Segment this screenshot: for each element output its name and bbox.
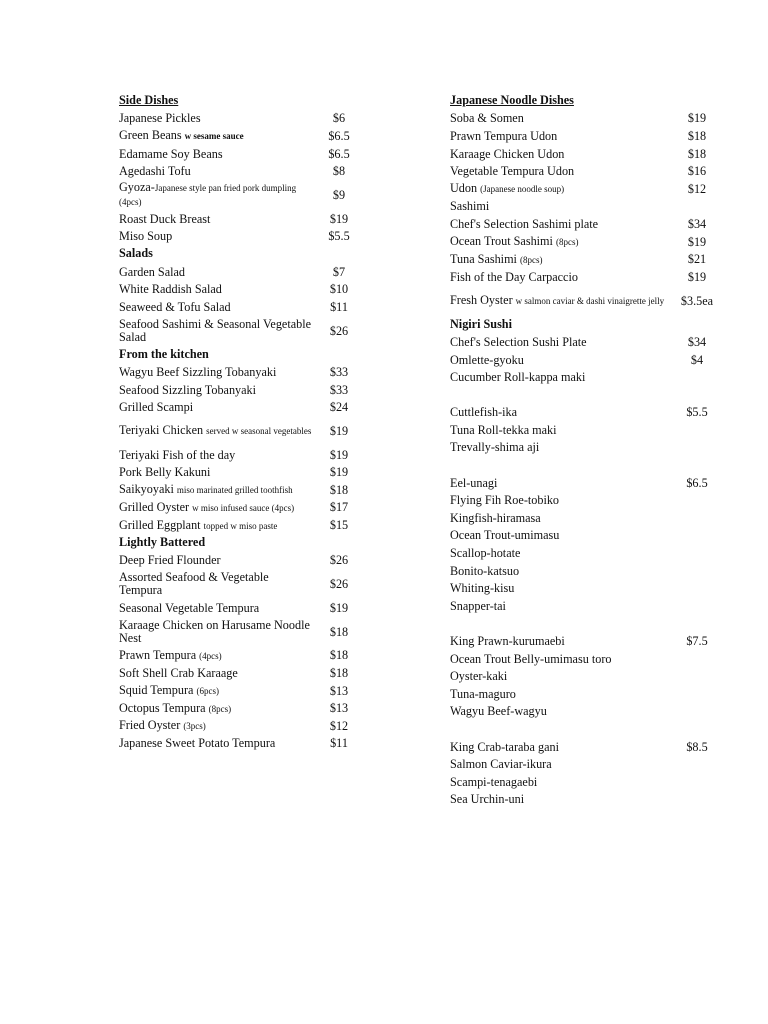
left-column — [119, 92, 364, 752]
menu-item-name: Fish of the Day Carpaccio — [450, 269, 578, 284]
menu-item-name-wrap — [450, 687, 668, 701]
menu-item-fresh-oyster — [450, 286, 726, 316]
menu-item-kingfish-hiramasa — [450, 509, 726, 527]
menu-item-note: Japanese style pan fried pork dumpling (4pcs) — [119, 182, 297, 207]
menu-item-note: w sesame sauce — [184, 131, 244, 142]
menu-item-price: $3.5ea — [680, 293, 714, 308]
menu-item-name: Flying Fih Roe-tobiko — [450, 493, 560, 508]
menu-item-green-beans — [119, 127, 364, 145]
menu-item-price: $11 — [330, 736, 348, 751]
menu-item-name-wrap — [450, 440, 668, 454]
menu-item-name-wrap — [119, 265, 314, 279]
menu-item-name: Japanese Sweet Potato Tempura — [119, 736, 276, 751]
menu-item-name: Seaweed & Tofu Salad — [119, 299, 231, 314]
menu-item-karaage-chicken-on-harusame-noodle-nest — [119, 617, 364, 647]
menu-item-price: $5.5 — [686, 405, 708, 420]
menu-item-price: $18 — [329, 624, 349, 639]
section-heading-lightly-battered — [119, 534, 364, 552]
menu-item-name-wrap — [119, 448, 314, 462]
menu-item-price: $6.5 — [328, 146, 350, 161]
menu-item-name-wrap — [450, 370, 668, 384]
menu-item-name-wrap — [450, 129, 668, 143]
menu-item-seafood-sizzling-tobanyaki — [119, 381, 364, 399]
menu-item-name: Octopus Tempura — [119, 700, 209, 715]
menu-item-fried-oyster — [119, 717, 364, 735]
menu-item-name-wrap — [450, 740, 668, 754]
menu-item-name-wrap — [450, 581, 668, 595]
menu-item-name-wrap — [450, 704, 668, 718]
menu-item-ocean-trout-sashimi — [450, 233, 726, 251]
menu-item-name-wrap — [119, 683, 314, 698]
menu-item-note: (8pcs) — [555, 237, 579, 248]
menu-item-name-wrap — [450, 181, 668, 196]
menu-item-price: $12 — [687, 181, 707, 196]
menu-item-name: Bonito-katsuo — [450, 563, 520, 578]
menu-item-name: Tuna Sashimi — [450, 251, 520, 266]
menu-item-edamame-soy-beans — [119, 145, 364, 163]
menu-item-grilled-scampi — [119, 398, 364, 416]
menu-item-note: served w seasonal vegetables — [206, 425, 312, 436]
section-heading-japanese-noodle-dishes — [450, 92, 726, 110]
menu-item-name: Seasonal Vegetable Tempura — [119, 600, 260, 615]
menu-item-tuna-sashimi — [450, 250, 726, 268]
menu-item-name: Karaage Chicken on Harusame Noodle Nest — [119, 617, 310, 645]
menu-item-name-wrap — [450, 493, 668, 507]
menu-item-scampi-tenagaebi — [450, 773, 726, 791]
menu-item-teriyaki-chicken — [119, 416, 364, 446]
menu-item-ocean-trout-belly-umimasu-toro — [450, 650, 726, 668]
menu-item-name: Squid Tempura — [119, 683, 197, 698]
menu-item-price: $11 — [330, 299, 348, 314]
menu-item-name-wrap — [119, 601, 314, 615]
menu-item-whiting-kisu — [450, 579, 726, 597]
menu-item-name: Soba & Somen — [450, 111, 524, 126]
menu-item-name-wrap — [119, 128, 314, 143]
menu-item-name-wrap — [450, 599, 668, 613]
menu-item-name-wrap — [450, 423, 668, 437]
section-heading-label: Nigiri Sushi — [450, 316, 512, 331]
menu-item-chef-s-selection-sushi-plate — [450, 333, 726, 351]
section-spacer — [450, 615, 726, 633]
menu-item-scallop-hotate — [450, 544, 726, 562]
menu-item-name: Seafood Sashimi & Seasonal Vegetable Salad — [119, 316, 312, 344]
menu-item-name: Assorted Seafood & Vegetable Tempura — [119, 570, 269, 598]
menu-item-name: Agedashi Tofu — [119, 164, 191, 179]
menu-item-price: $19 — [329, 423, 349, 438]
menu-item-name-wrap — [450, 775, 668, 789]
menu-item-name-wrap — [119, 701, 314, 716]
menu-item-price: $18 — [329, 666, 349, 681]
menu-item-name-wrap — [450, 147, 668, 161]
menu-item-price: $8.5 — [686, 739, 708, 754]
menu-item-name: Wagyu Beef Sizzling Tobanyaki — [119, 364, 277, 379]
menu-item-price: $19 — [329, 211, 349, 226]
menu-item-name-wrap — [119, 164, 314, 178]
menu-item-grilled-oyster — [119, 499, 364, 517]
menu-item-prawn-tempura-udon — [450, 127, 726, 145]
menu-item-price: $34 — [687, 334, 707, 349]
menu-item-sea-urchin-uni — [450, 791, 726, 809]
section-heading-side-dishes — [119, 92, 364, 110]
menu-item-price: $33 — [329, 364, 349, 379]
menu-item-name-wrap — [450, 335, 668, 349]
menu-item-price: $26 — [329, 553, 349, 568]
menu-item-name: Tuna Roll-tekka maki — [450, 422, 557, 437]
menu-item-name-wrap — [450, 217, 668, 231]
menu-item-note: w miso infused sauce (4pcs) — [192, 502, 295, 513]
menu-item-price: $18 — [329, 482, 349, 497]
menu-item-note: topped w miso paste — [203, 520, 278, 531]
menu-item-name-wrap — [450, 476, 668, 490]
menu-item-price: $7.5 — [686, 634, 708, 649]
menu-item-fish-of-the-day-carpaccio — [450, 268, 726, 286]
menu-item-price: $24 — [329, 400, 349, 415]
menu-item-name: Japanese Pickles — [119, 111, 201, 126]
menu-item-name-wrap — [119, 300, 314, 314]
menu-item-name: Prawn Tempura Udon — [450, 128, 558, 143]
menu-item-name: King Prawn-kurumaebi — [450, 634, 565, 649]
menu-item-name-wrap — [450, 294, 668, 308]
menu-item-omlette-gyoku — [450, 351, 726, 369]
menu-item-trevally-shima-aji — [450, 439, 726, 457]
section-heading-from-the-kitchen — [119, 346, 364, 364]
menu-item-name: Kingfish-hiramasa — [450, 510, 541, 525]
menu-item-seasonal-vegetable-tempura — [119, 599, 364, 617]
menu-item-note: (3pcs) — [183, 721, 206, 732]
menu-item-salmon-caviar-ikura — [450, 755, 726, 773]
menu-item-name-wrap — [119, 571, 314, 597]
section-heading-salads — [119, 245, 364, 263]
menu-item-price: $26 — [329, 323, 349, 338]
menu-item-name: Wagyu Beef-wagyu — [450, 704, 547, 719]
menu-item-note: (6pcs) — [196, 686, 219, 697]
menu-item-name: Karaage Chicken Udon — [450, 146, 565, 161]
menu-item-name: Eel-unagi — [450, 475, 498, 490]
menu-item-name: Saikyoyaki — [119, 482, 177, 497]
menu-item-name-wrap — [450, 252, 668, 267]
menu-item-name-wrap — [119, 400, 314, 414]
menu-item-name: Roast Duck Breast — [119, 211, 211, 226]
menu-item-price: $33 — [329, 382, 349, 397]
menu-item-price: $19 — [329, 600, 349, 615]
menu-item-udon — [450, 180, 726, 198]
menu-item-agedashi-tofu — [119, 162, 364, 180]
menu-item-name: Scampi-tenagaebi — [450, 774, 538, 789]
menu-item-name: Ocean Trout Belly-umimasu toro — [450, 651, 612, 666]
menu-item-name-wrap — [119, 718, 314, 733]
menu-item-name-wrap — [119, 553, 314, 567]
menu-item-price: $12 — [329, 718, 349, 733]
menu-item-name-wrap — [450, 669, 668, 683]
menu-item-name-wrap — [450, 652, 668, 666]
menu-item-name-wrap — [119, 111, 314, 125]
menu-item-note: w salmon caviar & dashi vinaigrette jelly — [515, 295, 665, 306]
right-column — [450, 92, 726, 808]
menu-item-name: Chef's Selection Sushi Plate — [450, 334, 587, 349]
menu-item-price: $9 — [332, 187, 346, 202]
menu-item-sashimi — [450, 198, 726, 216]
menu-item-name: White Raddish Salad — [119, 282, 222, 297]
menu-item-name: Salmon Caviar-ikura — [450, 757, 552, 772]
menu-item-white-raddish-salad — [119, 280, 364, 298]
menu-item-price: $18 — [687, 146, 707, 161]
menu-item-price: $10 — [329, 282, 349, 297]
menu-item-name: Grilled Eggplant — [119, 517, 204, 532]
menu-item-grilled-eggplant — [119, 516, 364, 534]
menu-item-name-wrap — [450, 199, 668, 213]
menu-item-price: $15 — [329, 518, 349, 533]
menu-item-name: Soft Shell Crab Karaage — [119, 666, 238, 681]
menu-item-name: Fried Oyster — [119, 718, 184, 733]
menu-item-name: Garden Salad — [119, 264, 185, 279]
menu-item-garden-salad — [119, 263, 364, 281]
menu-item-name: Oyster-kaki — [450, 669, 508, 684]
menu-item-price: $21 — [687, 252, 707, 267]
menu-item-price: $19 — [329, 447, 349, 462]
menu-item-wagyu-beef-sizzling-tobanyaki — [119, 363, 364, 381]
section-heading-label: From the kitchen — [119, 346, 209, 361]
menu-item-name-wrap — [450, 757, 668, 771]
menu-item-name-wrap — [119, 518, 314, 533]
menu-item-name: Seafood Sizzling Tobanyaki — [119, 382, 257, 397]
menu-item-note: (8pcs) — [519, 254, 543, 265]
menu-item-name: Ocean Trout Sashimi — [450, 234, 556, 249]
menu-item-name: Deep Fried Flounder — [119, 553, 221, 568]
menu-item-price: $13 — [329, 701, 349, 716]
menu-item-note: (4pcs) — [199, 650, 222, 661]
menu-item-name: Sea Urchin-uni — [450, 792, 525, 807]
menu-item-name-wrap — [119, 482, 314, 497]
menu-item-cucumber-roll-kappa-maki — [450, 368, 726, 386]
menu-item-name-wrap — [450, 634, 668, 648]
section-heading-label: Side Dishes — [119, 93, 179, 108]
menu-item-name-wrap — [450, 234, 668, 249]
section-spacer — [450, 456, 726, 474]
menu-item-saikyoyaki — [119, 481, 364, 499]
menu-item-prawn-tempura — [119, 647, 364, 665]
menu-item-soba-somen — [450, 110, 726, 128]
menu-item-name: King Crab-taraba gani — [450, 739, 559, 754]
menu-item-name: Gyoza- — [119, 179, 155, 194]
menu-item-name: Tuna-maguro — [450, 686, 516, 701]
menu-item-teriyaki-fish-of-the-day — [119, 446, 364, 464]
menu-item-name-wrap — [119, 500, 314, 515]
menu-item-name-wrap — [119, 648, 314, 663]
menu-item-name-wrap — [450, 353, 668, 367]
menu-item-name-wrap — [119, 147, 314, 161]
menu-item-tuna-maguro — [450, 685, 726, 703]
menu-item-price: $19 — [687, 269, 707, 284]
menu-item-price: $5.5 — [328, 229, 350, 244]
menu-item-name-wrap — [450, 164, 668, 178]
menu-item-seafood-sashimi-seasonal-vegetable-salad — [119, 316, 364, 346]
menu-item-name-wrap — [450, 546, 668, 560]
menu-item-name-wrap — [450, 528, 668, 542]
menu-item-note: miso marinated grilled toothfish — [176, 485, 293, 496]
menu-item-name-wrap — [119, 181, 314, 209]
section-spacer — [450, 720, 726, 738]
menu-item-name-wrap — [119, 318, 314, 344]
menu-item-flying-fih-roe-tobiko — [450, 491, 726, 509]
menu-item-tuna-roll-tekka-maki — [450, 421, 726, 439]
section-heading-label: Lightly Battered — [119, 535, 206, 550]
menu-item-squid-tempura — [119, 682, 364, 700]
menu-item-name-wrap — [119, 465, 314, 479]
menu-item-name: Fresh Oyster — [450, 292, 516, 307]
section-heading-nigiri-sushi — [450, 316, 726, 334]
menu-item-name: Edamame Soy Beans — [119, 146, 223, 161]
menu-item-name-wrap — [450, 792, 668, 806]
menu-item-wagyu-beef-wagyu — [450, 703, 726, 721]
menu-item-price: $19 — [687, 234, 707, 249]
menu-item-oyster-kaki — [450, 667, 726, 685]
menu-item-name-wrap — [119, 736, 314, 750]
section-heading-label: Salads — [119, 246, 153, 261]
menu-item-name-wrap — [450, 270, 668, 284]
menu-item-japanese-pickles — [119, 110, 364, 128]
menu-item-name-wrap — [450, 405, 668, 419]
menu-item-price: $19 — [329, 465, 349, 480]
menu-item-eel-unagi — [450, 474, 726, 492]
menu-item-name-wrap — [450, 564, 668, 578]
menu-item-name: Teriyaki Fish of the day — [119, 447, 236, 462]
menu-item-name-wrap — [119, 666, 314, 680]
menu-item-name: Omlette-gyoku — [450, 352, 524, 367]
menu-item-price: $8 — [332, 164, 346, 179]
menu-item-name: Grilled Scampi — [119, 400, 194, 415]
menu-item-name: Whiting-kisu — [450, 581, 515, 596]
menu-item-name: Udon — [450, 181, 481, 196]
menu-item-assorted-seafood-vegetable-tempura — [119, 569, 364, 599]
menu-item-name: Vegetable Tempura Udon — [450, 164, 575, 179]
menu-item-name-wrap — [119, 619, 314, 645]
menu-item-king-crab-taraba-gani — [450, 738, 726, 756]
menu-item-miso-soup — [119, 228, 364, 246]
menu-item-name: Cucumber Roll-kappa maki — [450, 370, 586, 385]
menu-item-price: $26 — [329, 577, 349, 592]
section-heading-label: Japanese Noodle Dishes — [450, 93, 574, 108]
menu-item-vegetable-tempura-udon — [450, 162, 726, 180]
menu-item-price: $6 — [332, 111, 346, 126]
menu-item-chef-s-selection-sashimi-plate — [450, 215, 726, 233]
menu-item-name: Miso Soup — [119, 229, 173, 244]
menu-item-name: Cuttlefish-ika — [450, 405, 518, 420]
menu-item-name: Sashimi — [450, 199, 490, 214]
menu-item-soft-shell-crab-karaage — [119, 664, 364, 682]
menu-item-name: Grilled Oyster — [119, 499, 193, 514]
menu-item-price: $7 — [332, 264, 346, 279]
menu-item-note: (Japanese noodle soup) — [480, 184, 565, 195]
menu-item-price: $16 — [687, 164, 707, 179]
menu-item-name: Chef's Selection Sashimi plate — [450, 216, 599, 231]
menu-item-price: $34 — [687, 216, 707, 231]
menu-item-name-wrap — [450, 111, 668, 125]
menu-item-price: $17 — [329, 500, 349, 515]
menu-item-note: (8pcs) — [208, 703, 232, 714]
menu-item-price: $6.5 — [686, 475, 708, 490]
menu-item-gyoza — [119, 180, 364, 210]
menu-item-snapper-tai — [450, 597, 726, 615]
menu-item-price: $4 — [690, 352, 704, 367]
menu-item-name: Snapper-tai — [450, 598, 506, 613]
menu-item-name: Pork Belly Kakuni — [119, 465, 211, 480]
menu-item-cuttlefish-ika — [450, 404, 726, 422]
menu-item-name-wrap — [119, 282, 314, 296]
menu-item-price: $6.5 — [328, 128, 350, 143]
menu-item-name-wrap — [119, 365, 314, 379]
menu-item-karaage-chicken-udon — [450, 145, 726, 163]
menu-item-price: $19 — [687, 111, 707, 126]
menu-item-price: $13 — [329, 683, 349, 698]
menu-item-name-wrap — [450, 511, 668, 525]
menu-item-price: $18 — [687, 128, 707, 143]
menu-item-name: Trevally-shima aji — [450, 440, 540, 455]
menu-item-name: Scallop-hotate — [450, 546, 521, 561]
menu-item-name: Teriyaki Chicken — [119, 422, 207, 437]
menu-item-name-wrap — [119, 212, 314, 226]
menu-item-ocean-trout-umimasu — [450, 527, 726, 545]
menu-item-price: $18 — [329, 648, 349, 663]
section-spacer — [450, 386, 726, 404]
menu-item-roast-duck-breast — [119, 210, 364, 228]
menu-item-name-wrap — [119, 424, 314, 438]
menu-item-name-wrap — [119, 229, 314, 243]
menu-item-name: Green Beans — [119, 128, 185, 143]
menu-item-name-wrap — [119, 383, 314, 397]
menu-item-name: Ocean Trout-umimasu — [450, 528, 560, 543]
menu-item-japanese-sweet-potato-tempura — [119, 735, 364, 753]
menu-item-pork-belly-kakuni — [119, 464, 364, 482]
menu-item-seaweed-tofu-salad — [119, 298, 364, 316]
menu-item-deep-fried-flounder — [119, 551, 364, 569]
menu-item-king-prawn-kurumaebi — [450, 632, 726, 650]
menu-item-octopus-tempura — [119, 699, 364, 717]
menu-item-name: Prawn Tempura — [119, 647, 200, 662]
menu-item-bonito-katsuo — [450, 562, 726, 580]
